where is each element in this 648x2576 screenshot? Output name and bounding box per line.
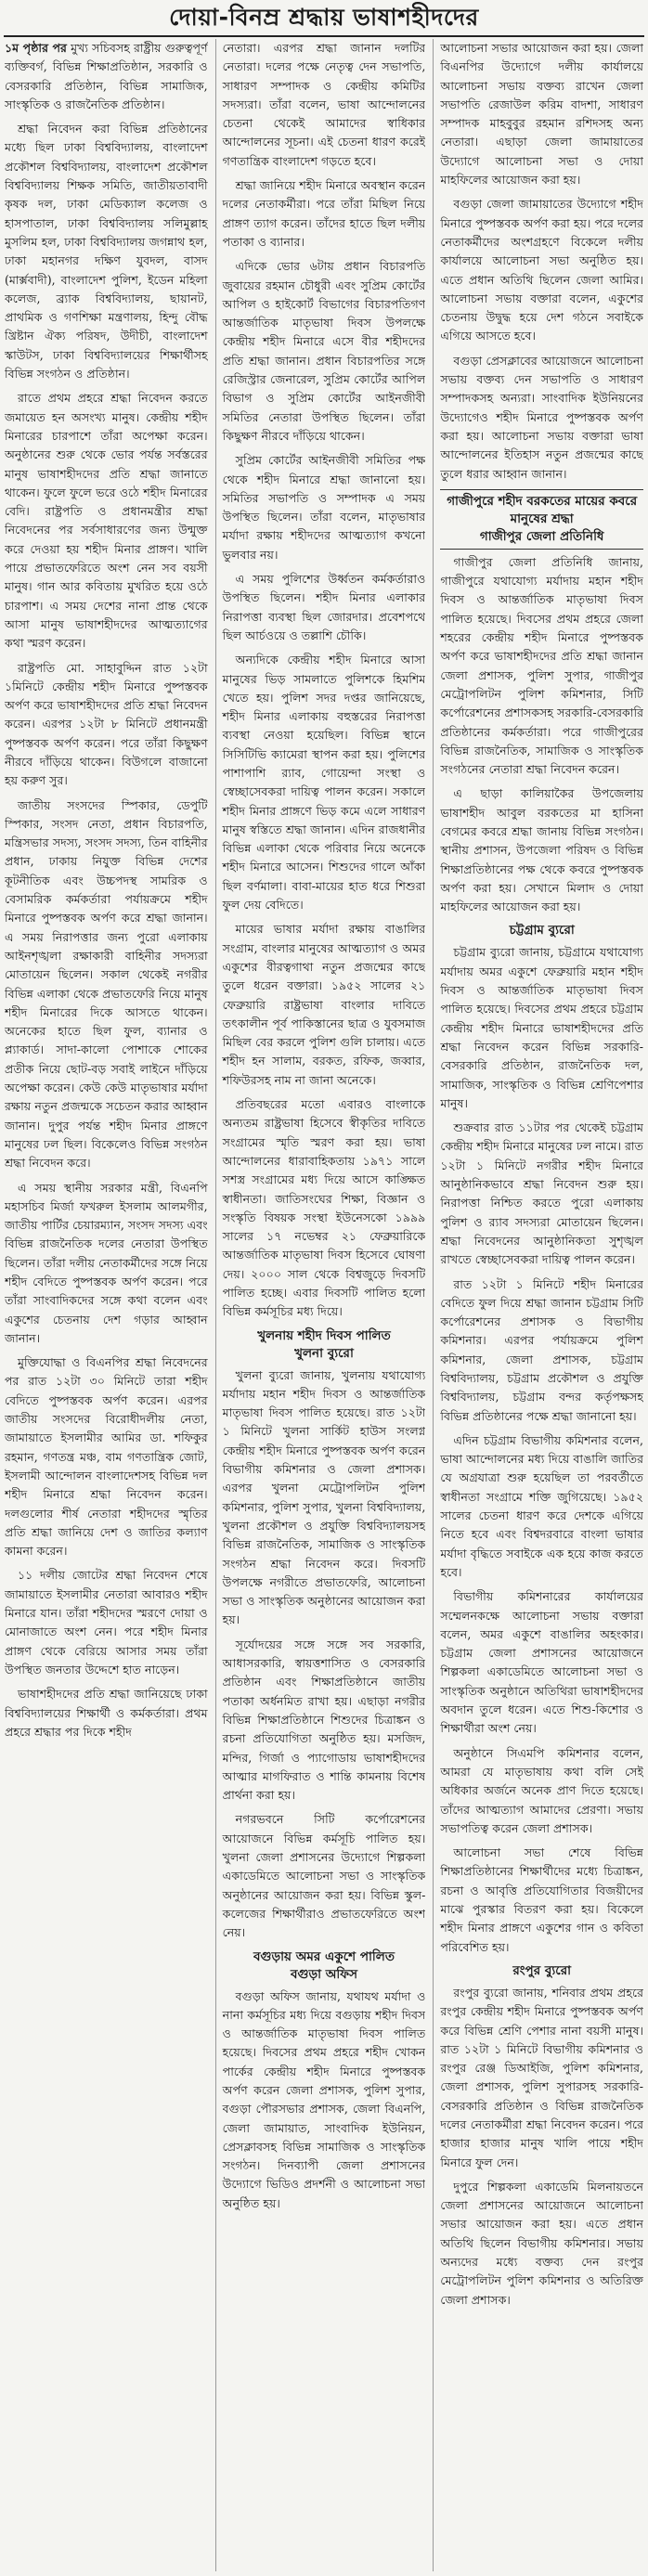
section-heading-khulna	[223, 1327, 426, 1363]
paragraph: এ সময় স্থানীয় সরকার মন্ত্রী, বিএনপি মহাসচিব মির্জা ফখরুল ইসলাম আলমগীর, জাতীয় পার্টির চেয়ারম্যান, সংসদ সদস্য এবং বিভিন্ন রাজনৈতিক দলের নেতারা উপস্থিত ছিলেন। তাঁরা দলীয় নেতাকর্মীদের সঙ্গে নিয়ে শহীদ বেদিতে পুষ্পস্তবক অর্পণ করেন। পরে তাঁরা সাংবাদিকদের সঙ্গে কথা বলেন এবং একুশের চেতনায় দেশ গড়ার আহ্বান জানান।	[5, 1180, 208, 1345]
section-byline-rangpur: রংপুর ব্যুরো	[512, 1962, 572, 1978]
paragraph: প্রতিবছরের মতো এবারও বাংলাকে অন্যতম রাষ্ট্রভাষা হিসেবে স্বীকৃতির দাবিতে সংগ্রামের স্মৃতি স্মরণ করা হয়। ভাষা আন্দোলনের ধারাবাহিকতায় ১৯৭১ সালে সশস্ত্র সংগ্রামের মধ্য দিয়ে আসে কাঙ্ক্ষিত স্বাধীনতা। জাতিসংঘের শিক্ষা, বিজ্ঞান ও সংস্কৃতি বিষয়ক সংস্থা ইউনেসকো ১৯৯৯ সালের ১৭ নভেম্বর ২১ ফেব্রুয়ারিকে আন্তর্জাতিক মাতৃভাষা দিবস হিসেবে ঘোষণা দেয়। ২০০০ সাল থেকে বিশ্বজুড়ে দিবসটি পালিত হচ্ছে। এবার দিবসটি পালিত হলো বিভিন্ন কর্মসূচির মধ্য দিয়ে।	[222, 1097, 426, 1319]
section-byline: বগুড়া অফিস	[290, 1966, 358, 1982]
paragraph-text: মুখ্য সচিবসহ রাষ্ট্রীয় গুরুত্বপূর্ণ ব্যক্তিবর্গ, বিভিন্ন শিক্ষাপ্রতিষ্ঠান, সরকারি ও বেসরকারি প্রতিষ্ঠান, বিভিন্ন সামাজিক, সাংস্কৃতিক ও রাজনৈতিক প্রতিষ্ঠান।	[5, 41, 208, 111]
section-heading-text: খুলনায় শহীদ দিবস পালিত	[257, 1327, 391, 1343]
article-columns	[5, 39, 643, 2571]
paragraph: এ ছাড়া কালিয়াকৈর উপজেলায় ভাষাশহীদ আবুল বরকতের মা হাসিনা বেগমের কবরে শ্রদ্ধা জানায় বিভিন্ন সংগঠন। স্থানীয় প্রশাসন, উপজেলা পরিষদ ও বিভিন্ন শিক্ষাপ্রতিষ্ঠানের পক্ষ থেকে কবরে পুষ্পস্তবক অর্পণ করা হয়। সেখানে মিলাদ ও দোয়া মাহফিলের আয়োজন করা হয়।	[440, 786, 644, 914]
paragraph: বিভাগীয় কমিশনারের কার্যালয়ের সম্মেলনকক্ষে আলোচনা সভায় বক্তারা বলেন, অমর একুশে বাঙালির অহংকার। চট্টগ্রাম জেলা প্রশাসনের আয়োজনে শিল্পকলা একাডেমিতে আলোচনা সভা ও সাংস্কৃতিক অনুষ্ঠানে অতিথিরা ভাষাশহীদদের অবদান তুলে ধরেন। এতে শিশু-কিশোর ও শিক্ষার্থীরা অংশ নেয়।	[440, 1589, 644, 1736]
paragraph: বগুড়া জেলা জামায়াতের উদ্যোগে শহীদ মিনারে পুষ্পস্তবক অর্পণ করা হয়। পরে দলের নেতাকর্মীদের অংশগ্রহণে বিকেলে দলীয় কার্যালয়ে আলোচনা সভা অনুষ্ঠিত হয়। এতে প্রধান অতিথি ছিলেন জেলা আমির। আলোচনা সভায় বক্তারা বলেন, একুশের চেতনায় উদ্বুদ্ধ হয়ে দেশ গঠনে সবাইকে এগিয়ে আসতে হবে।	[440, 197, 644, 343]
paragraph: রাষ্ট্রপতি মো. সাহাবুদ্দিন রাত ১২টা ১মিনিটে কেন্দ্রীয় শহীদ মিনারে পুষ্পস্তবক অর্পণ করে ভাষাশহীদদের প্রতি শ্রদ্ধা নিবেদন করেন। এরপর ১২টা ৮ মিনিটে প্রধানমন্ত্রী পুষ্পস্তবক অর্পণ করেন। পরে তাঁরা কিছুক্ষণ নীরবে দাঁড়িয়ে থাকেন। বিউগলে বাজানো হয় করুণ সুর।	[5, 660, 208, 788]
paragraph: এদিকে ভোর ৬টায় প্রধান বিচারপতি জুবায়ের রহমান চৌধুরী এবং সুপ্রিম কোর্টের আপিল ও হাইকোর্ট বিভাগের বিচারপতিগণ আন্তর্জাতিক মাতৃভাষা দিবস উপলক্ষে কেন্দ্রীয় শহীদ মিনারে এসে বীর শহীদদের প্রতি শ্রদ্ধা জানান। প্রধান বিচারপতির সঙ্গে রেজিস্ট্রার জেনারেল, সুপ্রিম কোর্টের আপিল বিভাগ ও সুপ্রিম কোর্টের আইনজীবী সমিতির নেতারা উপস্থিত ছিলেন। তাঁরা কিছুক্ষণ নীরবে দাঁড়িয়ে থাকেন।	[222, 259, 426, 443]
paragraph: আলোচনা সভার আয়োজন করা হয়। জেলা বিএনপির উদ্যোগে দলীয় কার্যালয়ে আলোচনা সভায় বক্তব্য রাখেন জেলা সভাপতি রেজাউল করিম বাদশা, সাধারণ সম্পাদক মাহবুবুর রহমান রশিদসহ অন্য নেতারা। এছাড়া জেলা জামায়াতের উদ্যোগে আলোচনা সভা ও দোয়া মাহফিলের আয়োজন করা হয়।	[440, 41, 644, 188]
paragraph	[5, 39, 208, 114]
paragraph: সূর্যোদয়ের সঙ্গে সঙ্গে সব সরকারি, আধাসরকারি, স্বায়ত্তশাসিত ও বেসরকারি প্রতিষ্ঠান এবং শিক্ষাপ্রতিষ্ঠানে জাতীয় পতাকা অর্ধনমিত রাখা হয়। এছাড়া নগরীর বিভিন্ন শিক্ষাপ্রতিষ্ঠানে শিশুদের চিত্রাঙ্কন ও রচনা প্রতিযোগিতা অনুষ্ঠিত হয়। মসজিদ, মন্দির, গির্জা ও প্যাগোডায় ভাষাশহীদদের আত্মার মাগফিরাত ও শান্তি কামনায় বিশেষ প্রার্থনা করা হয়।	[222, 1637, 426, 1803]
paragraph: ১১ দলীয় জোটের শ্রদ্ধা নিবেদন শেষে জামায়াতে ইসলামীর নেতারা আবারও শহীদ মিনারে যান। তাঁরা শহীদদের স্মরণে দোয়া ও মোনাজাতে অংশ নেন। পরে শহীদ মিনার প্রাঙ্গণ থেকে বেরিয়ে আসার সময় তাঁরা উপস্থিত জনতার উদ্দেশে হাত নাড়েন।	[5, 1568, 208, 1676]
paragraph: অনুষ্ঠানে সিএমপি কমিশনার বলেন, আমরা যে মাতৃভাষায় কথা বলি সেই অধিকার অর্জনে অনেক প্রাণ দিতে হয়েছে। তাঁদের আত্মত্যাগ আমাদের প্রেরণা। সভায় সভাপতিত্ব করেন জেলা প্রশাসক।	[440, 1745, 644, 1835]
section-byline: গাজীপুর জেলা প্রতিনিধি	[479, 528, 604, 544]
paragraph: অন্যদিকে কেন্দ্রীয় শহীদ মিনারে আসা মানুষের ভিড় সামলাতে পুলিশকে হিমশিম খেতে হয়। পুলিশ সদর দপ্তর জানিয়েছে, শহীদ মিনার এলাকায় বহুস্তরের নিরাপত্তা ব্যবস্থা নেওয়া হয়েছিল। বিভিন্ন স্থানে সিসিটিভি ক্যামেরা স্থাপন করা হয়। পুলিশের পাশাপাশি র‍্যাব, গোয়েন্দা সংস্থা ও স্বেচ্ছাসেবকরা দায়িত্ব পালন করেন। সকালে শহীদ মিনার প্রাঙ্গণে ভিড় কমে এলে সাধারণ মানুষ স্বস্তিতে শ্রদ্ধা জানান। এদিন রাজধানীর বিভিন্ন এলাকা থেকে পরিবার নিয়ে অনেকে শহীদ মিনারে আসেন। শিশুদের গালে আঁকা ছিল বর্ণমালা। বাবা-মায়ের হাত ধরে শিশুরা ফুল দেয় বেদিতে।	[222, 653, 426, 913]
column-2	[215, 39, 426, 2571]
paragraph: নেতারা। এরপর শ্রদ্ধা জানান দলটির নেতারা। দলের পক্ষে নেতৃত্ব দেন সভাপতি, সাধারণ সম্পাদক ও কেন্দ্রীয় কমিটির সদস্যরা। তাঁরা বলেন, ভাষা আন্দোলনের চেতনা থেকেই আমাদের স্বাধিকার আন্দোলনের সূচনা। এই চেতনা ধারণ করেই গণতান্ত্রিক বাংলাদেশ গড়তে হবে।	[222, 41, 426, 168]
paragraph: দুপুরে শিল্পকলা একাডেমি মিলনায়তনে জেলা প্রশাসনের আয়োজনে আলোচনা সভার আয়োজন করা হয়। এতে প্রধান অতিথি ছিলেন বিভাগীয় কমিশনার। সভায় অন্যদের মধ্যে বক্তব্য দেন রংপুর মেট্রোপলিটন পুলিশ কমিশনার ও অতিরিক্ত জেলা প্রশাসক।	[440, 2179, 644, 2307]
paragraph: জাতীয় সংসদের স্পিকার, ডেপুটি স্পিকার, সংসদ নেতা, প্রধান বিচারপতি, মন্ত্রিসভার সদস্য, সংসদ সদস্য, তিন বাহিনীর প্রধান, ঢাকায় নিযুক্ত বিভিন্ন দেশের কূটনীতিক এবং উচ্চপদস্থ সামরিক ও বেসামরিক কর্মকর্তারা পর্যায়ক্রমে শহীদ মিনারে পুষ্পস্তবক অর্পণ করে শ্রদ্ধা জানান। এ সময় নিরাপত্তার জন্য পুরো এলাকায় আইনশৃঙ্খলা রক্ষাকারী বাহিনীর সদস্যরা মোতায়েন ছিলেন। সকাল থেকেই নগরীর বিভিন্ন এলাকা থেকে প্রভাতফেরি নিয়ে মানুষ শহীদ মিনারের দিকে আসতে থাকেন। অনেকের হাতে ছিল ফুল, ব্যানার ও প্ল্যাকার্ড। সাদা-কালো পোশাকে শোকের প্রতীক নিয়ে ছোট-বড় সবাই লাইনে দাঁড়িয়ে অপেক্ষা করেন। কেউ কেউ মাতৃভাষার মর্যাদা রক্ষায় নতুন প্রজন্মকে সচেতন করার আহ্বান জানান। দুপুর পর্যন্ত শহীদ মিনার প্রাঙ্গণে মানুষের ঢল ছিল। বিকেলেও বিভিন্ন সংগঠন শ্রদ্ধা নিবেদন করে।	[5, 797, 208, 1171]
paragraph: মুক্তিযোদ্ধা ও বিএনপির শ্রদ্ধা নিবেদনের পর রাত ১২টা ৩০ মিনিটে তারা শহীদ বেদিতে পুষ্পস্তবক অর্পণ করেন। এরপর জাতীয় সংসদের বিরোধীদলীয় নেতা, জামায়াতে ইসলামীর আমির ডা. শফিকুর রহমান, গণতন্ত্র মঞ্চ, বাম গণতান্ত্রিক জোট, ইসলামী আন্দোলন বাংলাদেশসহ বিভিন্ন দল শহীদ মিনারে শ্রদ্ধা নিবেদন করেন। দলগুলোর শীর্ষ নেতারা শহীদদের স্মৃতির প্রতি শ্রদ্ধা জানিয়ে দেশ ও জাতির কল্যাণ কামনা করেন।	[5, 1355, 208, 1559]
paragraph: শ্রদ্ধা নিবেদন করা বিভিন্ন প্রতিষ্ঠানের মধ্যে ছিল ঢাকা বিশ্ববিদ্যালয়, বাংলাদেশ প্রকৌশল বিশ্ববিদ্যালয়, বাংলাদেশ প্রকৌশল বিশ্ববিদ্যালয় শিক্ষক সমিতি, জাতীয়তাবাদী কৃষক দল, ঢাকা মেডিক্যাল কলেজ ও হাসপাতাল, ঢাকা বিশ্ববিদ্যালয় সলিমুল্লাহ মুসলিম হল, ঢাকা বিশ্ববিদ্যালয় জগন্নাথ হল, ঢাকা মহানগর দক্ষিণ যুবদল, বাসদ (মার্ক্সবাদী), বাংলাদেশ পুলিশ, ইডেন মহিলা কলেজ, ব্র্যাক বিশ্ববিদ্যালয়, ছায়ানট, প্রাথমিক ও গণশিক্ষা মন্ত্রণালয়, হিন্দু বৌদ্ধ খ্রিষ্টান ঐক্য পরিষদ, উদীচী, বাংলাদেশ স্কাউটস, ঢাকা বিশ্ববিদ্যালয়ের শিক্ষার্থীসহ বিভিন্ন সংগঠন ও প্রতিষ্ঠান।	[5, 122, 208, 382]
paragraph: নগরভবনে সিটি কর্পোরেশনের আয়োজনে বিভিন্ন কর্মসূচি পালিত হয়। খুলনা জেলা প্রশাসনের উদ্যোগে শিল্পকলা একাডেমিতে আলোচনা সভা ও সাংস্কৃতিক অনুষ্ঠানের আয়োজন করা হয়। বিভিন্ন স্কুল-কলেজের শিক্ষার্থীরাও প্রভাতফেরিতে অংশ নেয়।	[222, 1812, 426, 1940]
paragraph: বগুড়া অফিস জানায়, যথাযথ মর্যাদা ও নানা কর্মসূচির মধ্য দিয়ে বগুড়ায় শহীদ দিবস ও আন্তর্জাতিক মাতৃভাষা দিবস পালিত হয়েছে। দিবসের প্রথম প্রহরে শহীদ খোকন পার্কের কেন্দ্রীয় শহীদ মিনারে পুষ্পস্তবক অর্পণ করেন জেলা প্রশাসক, পুলিশ সুপার, বগুড়া পৌরসভার প্রশাসক, জেলা বিএনপি, জেলা জামায়াত, সাংবাদিক ইউনিয়ন, প্রেসক্লাবসহ বিভিন্ন সামাজিক ও সাংস্কৃতিক সংগঠন। দিনব্যাপী জেলা প্রশাসনের উদ্যোগে ভিডিও প্রদর্শনী ও আলোচনা সভা অনুষ্ঠিত হয়।	[222, 1988, 426, 2210]
headline: দোয়া-বিনম্র শ্রদ্ধায় ভাষাশহীদদের	[4, 0, 644, 37]
section-byline-chattogram: চট্টগ্রাম ব্যুরো	[509, 923, 575, 938]
section-heading-gazipur	[440, 489, 643, 550]
paragraph: রাত ১২টা ১ মিনিটে শহীদ মিনারের বেদিতে ফুল দিয়ে শ্রদ্ধা জানান চট্টগ্রাম সিটি কর্পোরেশনের প্রশাসক ও বিভাগীয় কমিশনার। এরপর পর্যায়ক্রমে পুলিশ কমিশনার, জেলা প্রশাসক, চট্টগ্রাম বিশ্ববিদ্যালয়, চট্টগ্রাম প্রকৌশল ও প্রযুক্তি বিশ্ববিদ্যালয়, চট্টগ্রাম বন্দর কর্তৃপক্ষসহ বিভিন্ন প্রতিষ্ঠানের পক্ষে শ্রদ্ধা জানানো হয়।	[440, 1276, 644, 1423]
paragraph: খুলনা ব্যুরো জানায়, খুলনায় যথাযোগ্য মর্যাদায় মহান শহীদ দিবস ও আন্তর্জাতিক মাতৃভাষা দিবস পালিত হয়েছে। রাত ১২টা ১ মিনিটে খুলনা সার্কিট হাউস সংলগ্ন কেন্দ্রীয় শহীদ মিনারে পুষ্পস্তবক অর্পণ করেন বিভাগীয় কমিশনার ও জেলা প্রশাসক। এরপর খুলনা মেট্রোপলিটন পুলিশ কমিশনার, পুলিশ সুপার, খুলনা বিশ্ববিদ্যালয়, খুলনা প্রকৌশল ও প্রযুক্তি বিশ্ববিদ্যালয়সহ বিভিন্ন রাজনৈতিক, সামাজিক ও সাংস্কৃতিক সংগঠন শ্রদ্ধা নিবেদন করে। দিবসটি উপলক্ষে নগরীতে প্রভাতফেরি, আলোচনা সভা ও সাংস্কৃতিক অনুষ্ঠানের আয়োজন করা হয়।	[222, 1367, 426, 1627]
paragraph: মায়ের ভাষার মর্যাদা রক্ষায় বাঙালির সংগ্রাম, বাংলার মানুষের আত্মত্যাগ ও অমর একুশের বীরত্বগাথা নতুন প্রজন্মের কাছে তুলে ধরেন বক্তারা। ১৯৫২ সালের ২১ ফেব্রুয়ারি রাষ্ট্রভাষা বাংলার দাবিতে তৎকালীন পূর্ব পাকিস্তানের ছাত্র ও যুবসমাজ মিছিল বের করলে পুলিশ গুলি চালায়। এতে শহীদ হন সালাম, বরকত, রফিক, জব্বার, শফিউরসহ নাম না জানা অনেকে।	[222, 922, 426, 1087]
section-heading-text: বগুড়ায় অমর একুশে পালিত	[253, 1948, 395, 1964]
section-byline: খুলনা ব্যুরো	[294, 1345, 354, 1361]
paragraph: রংপুর ব্যুরো জানায়, শনিবার প্রথম প্রহরে রংপুর কেন্দ্রীয় শহীদ মিনারে পুষ্পস্তবক অর্পণ করে বিভিন্ন শ্রেণি পেশার নানা বয়সী মানুষ। রাত ১২টা ১ মিনিটে বিভাগীয় কমিশনার ও রংপুর রেঞ্জ ডিআইজি, পুলিশ কমিশনার, জেলা প্রশাসক, পুলিশ সুপারসহ সরকারি-বেসরকারি প্রতিষ্ঠান ও বিভিন্ন রাজনৈতিক দলের নেতাকর্মীরা শ্রদ্ধা নিবেদন করেন। পরে হাজার হাজার মানুষ খালি পায়ে শহীদ মিনারে ফুল দেন।	[440, 1985, 644, 2169]
paragraph: রাতে প্রথম প্রহরে শ্রদ্ধা নিবেদন করতে জমায়েত হন অসংখ্য মানুষ। কেন্দ্রীয় শহীদ মিনারের চারপাশে তাঁরা অপেক্ষা করেন। অনুষ্ঠানের শুরু থেকে ভোর পর্যন্ত সর্বস্তরের মানুষ ভাষাশহীদদের প্রতি শ্রদ্ধা জানাতে থাকেন। ফুলে ফুলে ভরে ওঠে শহীদ মিনারের বেদি। রাষ্ট্রপতি ও প্রধানমন্ত্রীর শ্রদ্ধা নিবেদনের পর সর্বসাধারণের জন্য উন্মুক্ত করে দেওয়া হয় শহীদ মিনার প্রাঙ্গণ। খালি পায়ে প্রভাতফেরিতে অংশ নেন সব বয়সী মানুষ। গান আর কবিতায় মুখরিত হয়ে ওঠে চারপাশ। এ সময় দেশের নানা প্রান্ত থেকে আসা মানুষ ভাষাশহীদদের আত্মত্যাগের কথা স্মরণ করেন।	[5, 391, 208, 651]
paragraph: এ সময় পুলিশের উর্ধ্বতন কর্মকর্তারাও উপস্থিত ছিলেন। শহীদ মিনার এলাকার নিরাপত্তা ব্যবস্থা ছিল জোরদার। প্রবেশপথে ছিল আর্চওয়ে ও তল্লাশি চৌকি।	[222, 572, 426, 642]
column-1	[5, 39, 208, 2571]
paragraph: শ্রদ্ধা জানিয়ে শহীদ মিনারে অবস্থান করেন দলের নেতাকর্মীরা। পরে তাঁরা মিছিল নিয়ে প্রাঙ্গণ ত্যাগ করেন। তাঁদের হাতে ছিল দলীয় পতাকা ও ব্যানার।	[222, 178, 426, 249]
paragraph: শুক্রবার রাত ১১টার পর থেকেই চট্টগ্রাম কেন্দ্রীয় শহীদ মিনারে মানুষের ঢল নামে। রাত ১২টা ১ মিনিটে নগরীর শহীদ মিনারে আনুষ্ঠানিকভাবে শ্রদ্ধা নিবেদন শুরু হয়। নিরাপত্তা নিশ্চিত করতে পুরো এলাকায় পুলিশ ও র‍্যাব সদস্যরা মোতায়েন ছিলেন। শ্রদ্ধা নিবেদনের আনুষ্ঠানিকতা সুশৃঙ্খল রাখতে স্বেচ্ছাসেবকরা দায়িত্ব পালন করেন।	[440, 1120, 644, 1267]
paragraph: গাজীপুর জেলা প্রতিনিধি জানায়, গাজীপুরে যথাযোগ্য মর্যাদায় মহান শহীদ দিবস ও আন্তর্জাতিক মাতৃভাষা দিবস পালিত হয়েছে। দিবসের প্রথম প্রহরে জেলা শহরের কেন্দ্রীয় শহীদ মিনারে পুষ্পস্তবক অর্পণ করে ভাষাশহীদদের প্রতি শ্রদ্ধা জানান জেলা প্রশাসক, পুলিশ সুপার, গাজীপুর মেট্রোপলিটন পুলিশ কমিশনার, সিটি কর্পোরেশনের প্রশাসকসহ সরকারি-বেসরকারি প্রতিষ্ঠানের কর্মকর্তারা। পরে গাজীপুরের বিভিন্ন রাজনৈতিক, সামাজিক ও সাংস্কৃতিক সংগঠনের নেতারা শ্রদ্ধা নিবেদন করেন।	[440, 554, 644, 777]
paragraph: ভাষাশহীদদের প্রতি শ্রদ্ধা জানিয়েছে ঢাকা বিশ্ববিদ্যালয়ের শিক্ষার্থী ও কর্মকর্তারা। প্রথম প্রহরে শ্রদ্ধার পর দিকে শহীদ	[5, 1687, 208, 1739]
continued-from-label: ১ম পৃষ্ঠার পর	[5, 41, 67, 55]
paragraph: বগুড়া প্রেসক্লাবের আয়োজনে আলোচনা সভায় বক্তব্য দেন সভাপতি ও সাধারণ সম্পাদকসহ অন্যরা। সাংবাদিক ইউনিয়নের উদ্যোগেও শহীদ মিনারে পুষ্পস্তবক অর্পণ করা হয়। আলোচনা সভায় বক্তারা ভাষা আন্দোলনের ইতিহাস নতুন প্রজন্মের কাছে তুলে ধরার আহ্বান জানান।	[440, 353, 644, 481]
section-heading-text: গাজীপুরে শহীদ বরকতের মায়ের কবরে মানুষের শ্রদ্ধা	[447, 493, 638, 526]
section-heading-bogura	[223, 1948, 426, 1984]
column-3	[433, 39, 643, 2571]
paragraph: চট্টগ্রাম ব্যুরো জানায়, চট্টগ্রামে যথাযোগ্য মর্যাদায় অমর একুশে ফেব্রুয়ারি মহান শহীদ দিবস ও আন্তর্জাতিক মাতৃভাষা দিবস পালিত হয়েছে। দিবসের প্রথম প্রহরে চট্টগ্রাম কেন্দ্রীয় শহীদ মিনারে ভাষাশহীদদের প্রতি শ্রদ্ধা নিবেদন করেন বিভিন্ন সরকারি-বেসরকারি প্রতিষ্ঠান, রাজনৈতিক দল, সামাজিক, সাংস্কৃতিক ও বিভিন্ন শ্রেণিপেশার মানুষ।	[440, 945, 644, 1110]
paragraph: সুপ্রিম কোর্টের আইনজীবী সমিতির পক্ষ থেকে শহীদ মিনারে শ্রদ্ধা জানানো হয়। সমিতির সভাপতি ও সম্পাদক এ সময় উপস্থিত ছিলেন। তাঁরা বলেন, মাতৃভাষার মর্যাদা রক্ষায় শহীদদের আত্মত্যাগ কখনো ভুলবার নয়।	[222, 453, 426, 562]
paragraph: আলোচনা সভা শেষে বিভিন্ন শিক্ষাপ্রতিষ্ঠানের শিক্ষার্থীদের মধ্যে চিত্রাঙ্কন, রচনা ও আবৃত্তি প্রতিযোগিতার বিজয়ীদের মাঝে পুরস্কার বিতরণ করা হয়। বিকেলে শহীদ মিনার প্রাঙ্গণে একুশের গান ও কবিতা পরিবেশিত হয়।	[440, 1845, 644, 1954]
paragraph: এদিন চট্টগ্রাম বিভাগীয় কমিশনার বলেন, ভাষা আন্দোলনের মধ্য দিয়ে বাঙালি জাতির যে অগ্রযাত্রা শুরু হয়েছিল তা পরবর্তীতে স্বাধীনতা সংগ্রামে শক্তি জুগিয়েছে। ১৯৫২ সালের চেতনা ধারণ করে দেশকে এগিয়ে নিতে হবে এবং বিশ্বদরবারে বাংলা ভাষার মর্যাদা বৃদ্ধিতে সবাইকে এক হয়ে কাজ করতে হবে।	[440, 1432, 644, 1579]
